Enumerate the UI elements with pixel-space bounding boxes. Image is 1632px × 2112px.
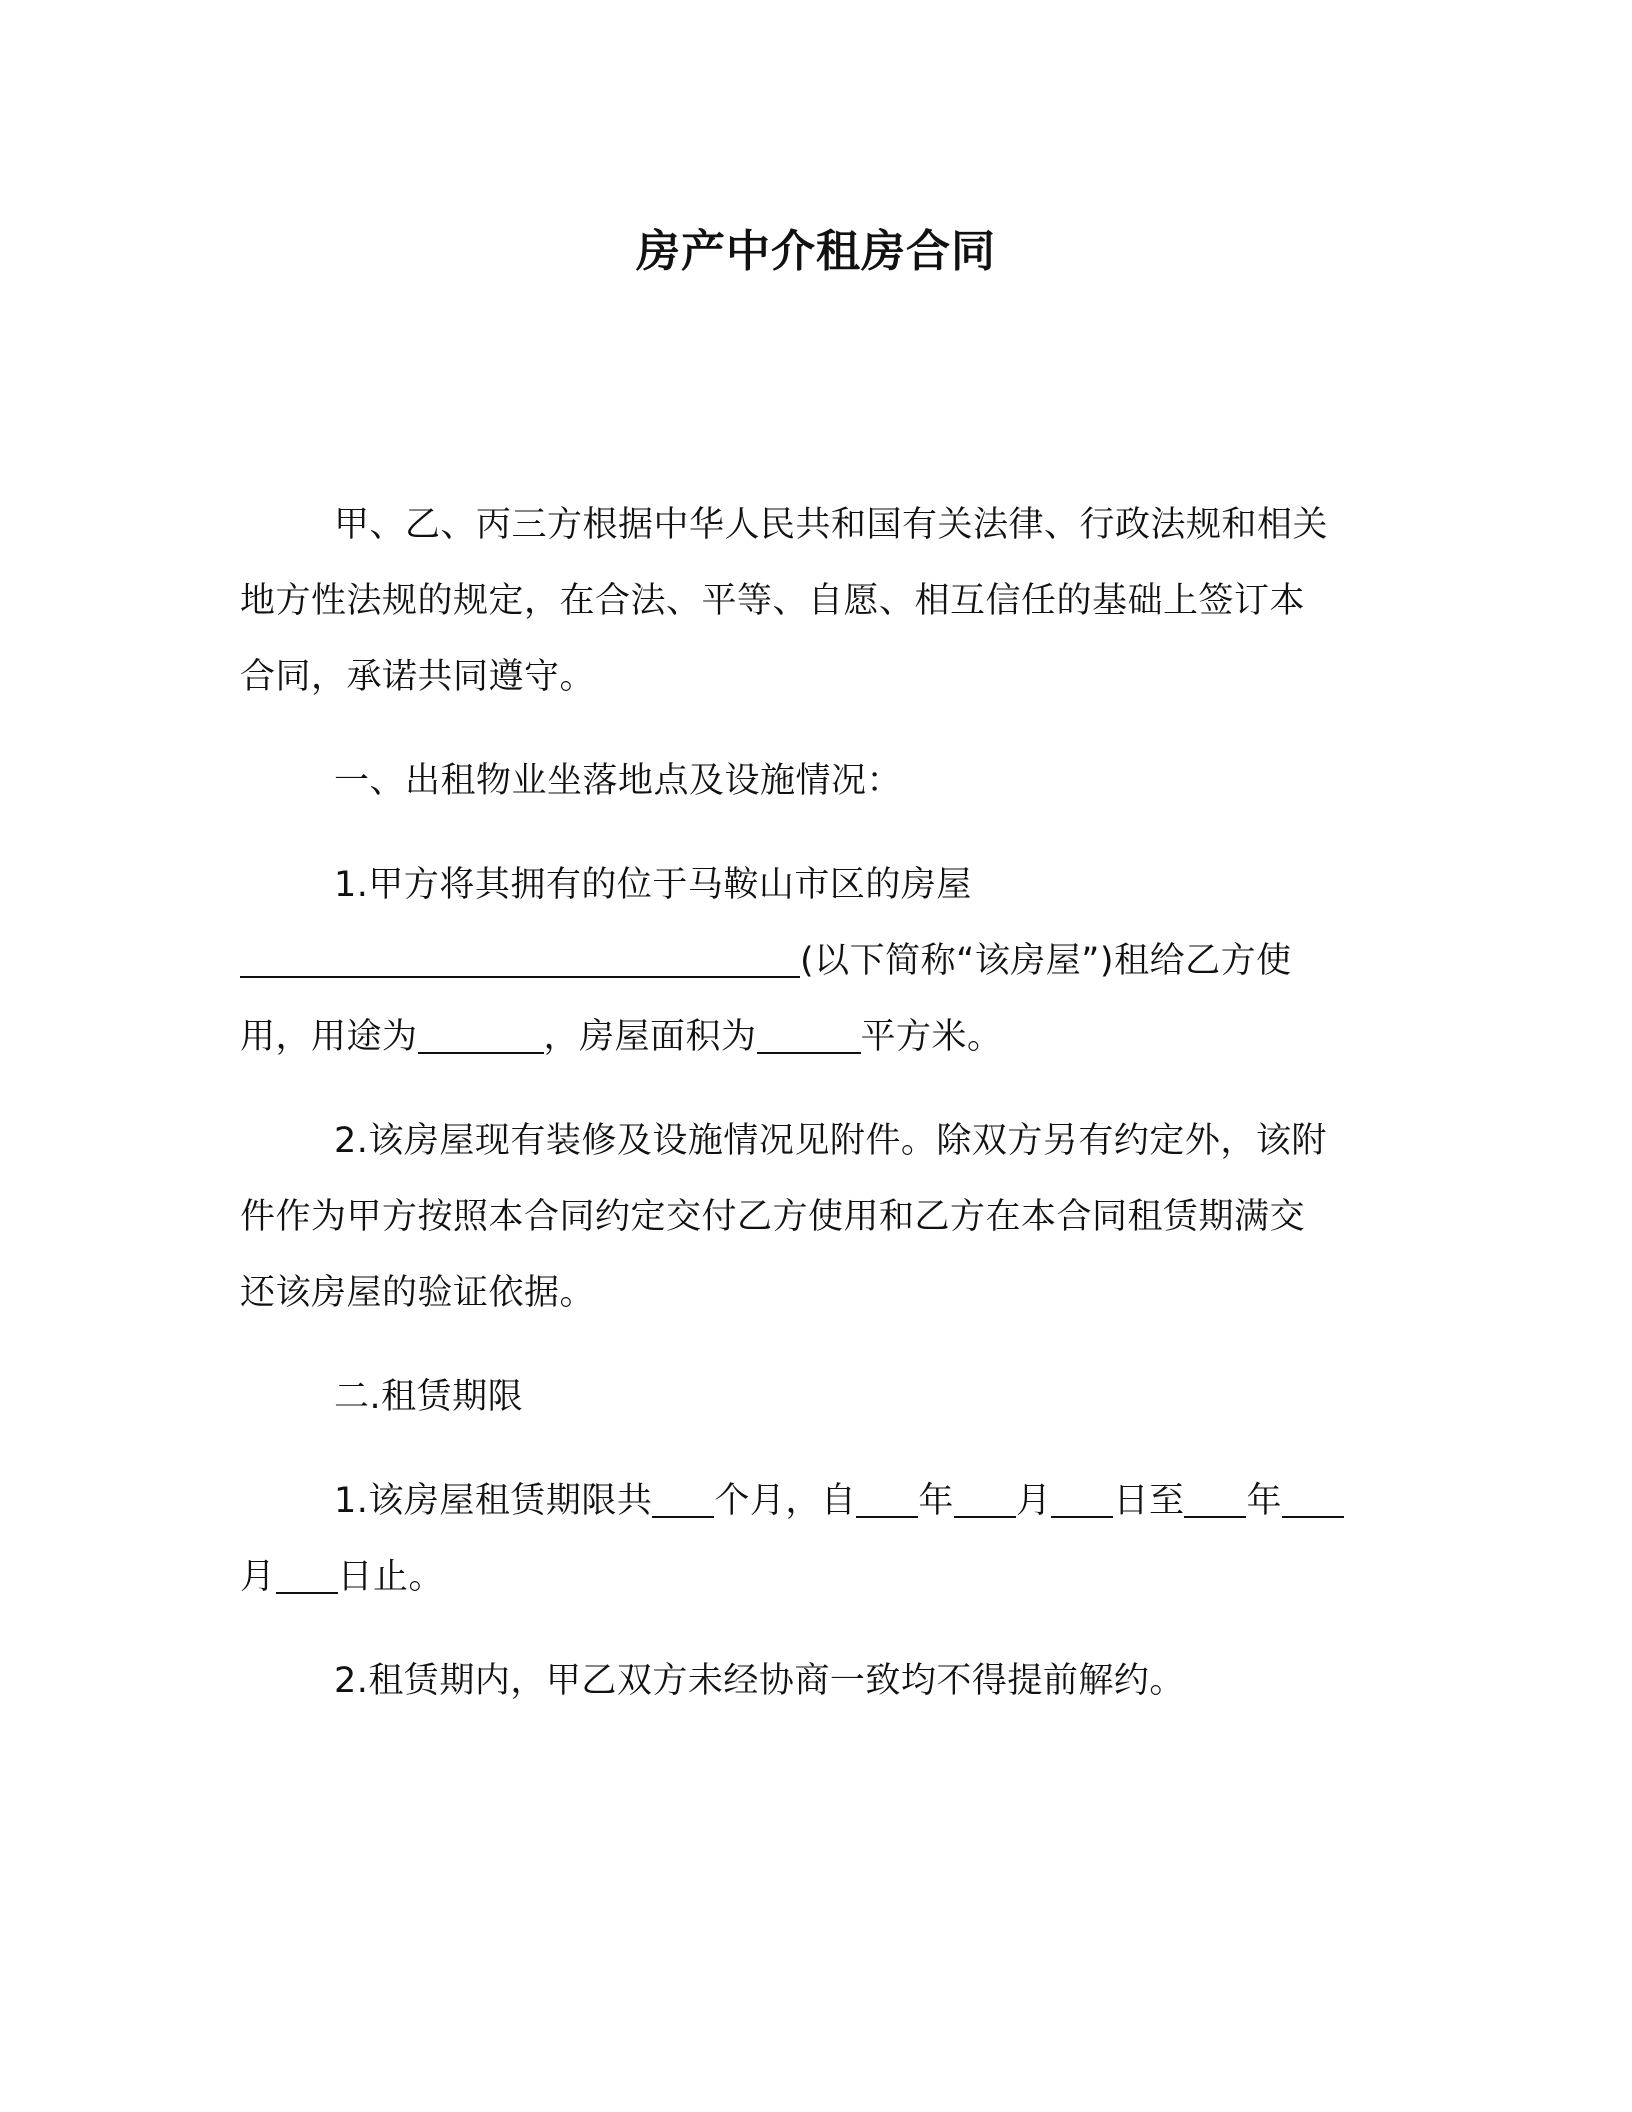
start-day-blank[interactable] <box>1051 1486 1113 1518</box>
section2-item1-text: 日止。 <box>337 1557 445 1597</box>
start-month-blank[interactable] <box>954 1486 1016 1518</box>
section2-item1-text: 年 <box>918 1481 954 1521</box>
section1-item1-text: 用，用途为 <box>240 1017 418 1057</box>
section1-item1-line <box>240 999 1380 1075</box>
preamble-line: 甲、乙、丙三方根据中华人民共和国有关法律、行政法规和相关 <box>334 505 1329 545</box>
section2-item1-text: 日至 <box>1113 1481 1185 1521</box>
section1-item2-line: 还该房屋的验证依据。 <box>240 1273 596 1313</box>
section1-item1 <box>240 847 1380 1075</box>
usage-blank[interactable] <box>418 1022 544 1054</box>
section1-item1-line: 1.甲方将其拥有的位于马鞍山市区的房屋 <box>334 865 972 905</box>
section2-item2 <box>240 1643 1380 1719</box>
section1-heading <box>240 743 1380 819</box>
preamble-paragraph <box>240 487 1380 715</box>
section2-item1-text: 1.该房屋租赁期限共 <box>334 1481 653 1521</box>
section1-item2-line: 2.该房屋现有装修及设施情况见附件。除双方另有约定外，该附 <box>334 1121 1327 1161</box>
section1-item1-text: 平方米。 <box>860 1017 1003 1057</box>
section2-item1-line <box>240 1539 1380 1615</box>
section2-item1 <box>240 1463 1380 1615</box>
section2-heading <box>240 1359 1380 1435</box>
end-day-blank[interactable] <box>276 1562 338 1594</box>
section2-heading-text: 二.租赁期限 <box>334 1377 524 1417</box>
end-year-blank[interactable] <box>1184 1486 1246 1518</box>
section2-item1-text: 月 <box>240 1557 276 1597</box>
end-month-blank-a[interactable] <box>1282 1486 1344 1518</box>
section2-item1-text: 个月，自 <box>714 1481 857 1521</box>
section2-item2-line: 2.租赁期内，甲乙双方未经协商一致均不得提前解约。 <box>334 1661 1185 1701</box>
section1-item1-text: (以下简称“该房屋”)租给乙方使 <box>800 941 1292 981</box>
document-body <box>240 487 1380 1719</box>
section2-item1-text: 年 <box>1246 1481 1282 1521</box>
area-blank[interactable] <box>757 1022 861 1054</box>
section2-item1-line <box>240 1463 1380 1539</box>
document-title: 房产中介租房合同 <box>636 226 996 277</box>
section1-item1-text: ，房屋面积为 <box>543 1017 757 1057</box>
address-blank[interactable] <box>240 946 800 978</box>
section1-heading-text: 一、出租物业坐落地点及设施情况： <box>334 761 903 801</box>
section1-item2 <box>240 1103 1380 1331</box>
preamble-line: 合同，承诺共同遵守。 <box>240 657 596 697</box>
start-year-blank[interactable] <box>856 1486 918 1518</box>
preamble-line: 地方性法规的规定，在合法、平等、自愿、相互信任的基础上签订本 <box>240 581 1306 621</box>
section1-item1-line <box>240 923 1380 999</box>
months-blank[interactable] <box>652 1486 714 1518</box>
section1-item2-line: 件作为甲方按照本合同约定交付乙方使用和乙方在本合同租赁期满交 <box>240 1197 1306 1237</box>
section2-item1-text: 月 <box>1015 1481 1052 1521</box>
